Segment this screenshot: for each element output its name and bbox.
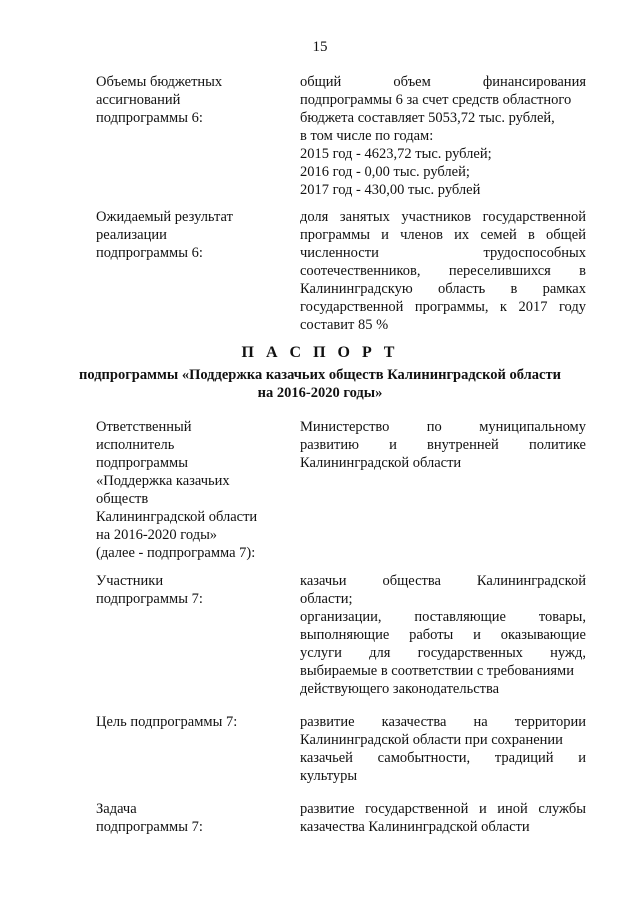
value-line: доля занятых участников государственной (300, 209, 586, 225)
value-line: подпрограммы 6 за счет средств областного (300, 92, 572, 108)
label-line: подпрограммы 6: (96, 110, 203, 126)
passport-title: П А С П О Р Т (241, 344, 399, 361)
value-line: выполняющие работы и оказывающие (300, 627, 586, 643)
value-line: услуги для государственных нужд, (300, 645, 586, 661)
label-line: Задача (96, 801, 137, 817)
value-line: казачества Калининградской области (300, 819, 530, 835)
value-line: развитию и внутренней политике (300, 437, 586, 453)
value-line: развитие казачества на территории (300, 714, 586, 730)
label-line: Ожидаемый результат (96, 209, 233, 225)
goal-value (300, 713, 586, 785)
task-label (96, 800, 276, 836)
responsible-executor-value (300, 418, 586, 472)
value-line: области; (300, 591, 353, 607)
label-line: Цель подпрограммы 7: (96, 714, 238, 730)
label-line: подпрограммы 7: (96, 819, 203, 835)
value-line: выбираемые в соответствии с требованиями (300, 663, 574, 679)
value-line: казачьи общества Калининградской (300, 573, 586, 589)
label-line: Объемы бюджетных (96, 74, 223, 90)
value-line: организации, поставляющие товары, (300, 609, 586, 625)
page-number: 15 (312, 39, 328, 55)
participants-label (96, 572, 276, 608)
label-line: Калининградской области (96, 509, 258, 525)
value-line: в том числе по годам: (300, 128, 434, 144)
subtitle-line: подпрограммы «Поддержка казачьих обществ Калининградской области (79, 367, 561, 383)
value-line: программы и членов их семей в общей (300, 227, 586, 243)
label-line: реализации (96, 227, 167, 243)
value-line: Министерство по муниципальному (300, 419, 586, 435)
label-line: (далее - подпрограмма 7): (96, 545, 256, 561)
value-line: бюджета составляет 5053,72 тыс. рублей, (300, 110, 555, 126)
label-line: Участники (96, 573, 164, 589)
value-line: Калининградской области (300, 455, 462, 471)
goal-label (96, 713, 276, 731)
value-line: действующего законодательства (300, 681, 500, 697)
value-line: общий объем финансирования (300, 74, 586, 90)
label-line: исполнитель (96, 437, 175, 453)
value-line: казачьей самобытности, традиций и (300, 750, 586, 766)
responsible-executor-label (96, 418, 276, 562)
value-line: численности трудоспособных (300, 245, 586, 261)
value-line: 2015 год - 4623,72 тыс. рублей; (300, 146, 492, 162)
label-line: Ответственный (96, 419, 192, 435)
budget-value (300, 73, 586, 199)
value-line: культуры (300, 768, 358, 784)
value-line: Калининградской области при сохранении (300, 732, 563, 748)
expected-result-value (300, 208, 586, 334)
value-line: 2017 год - 430,00 тыс. рублей (300, 182, 481, 198)
value-line: развитие государственной и иной службы (300, 801, 586, 817)
label-line: ассигнований (96, 92, 181, 108)
value-line: государственной программы, к 2017 году (300, 299, 586, 315)
value-line: соотечественников, переселившихся в (300, 263, 586, 279)
label-line: обществ (96, 491, 149, 507)
label-line: подпрограммы 7: (96, 591, 203, 607)
label-line: на 2016-2020 годы» (96, 527, 218, 543)
budget-label (96, 73, 276, 127)
subtitle-line: на 2016-2020 годы» (257, 385, 383, 401)
value-line: 2016 год - 0,00 тыс. рублей; (300, 164, 470, 180)
label-line: «Поддержка казачьих (96, 473, 230, 489)
task-value (300, 800, 586, 836)
label-line: подпрограммы (96, 455, 188, 471)
value-line: Калининградскую область в рамках (300, 281, 586, 297)
expected-result-label (96, 208, 276, 262)
value-line: составит 85 % (300, 317, 389, 333)
label-line: подпрограммы 6: (96, 245, 203, 261)
participants-value (300, 572, 586, 698)
passport-subtitle (0, 366, 640, 402)
